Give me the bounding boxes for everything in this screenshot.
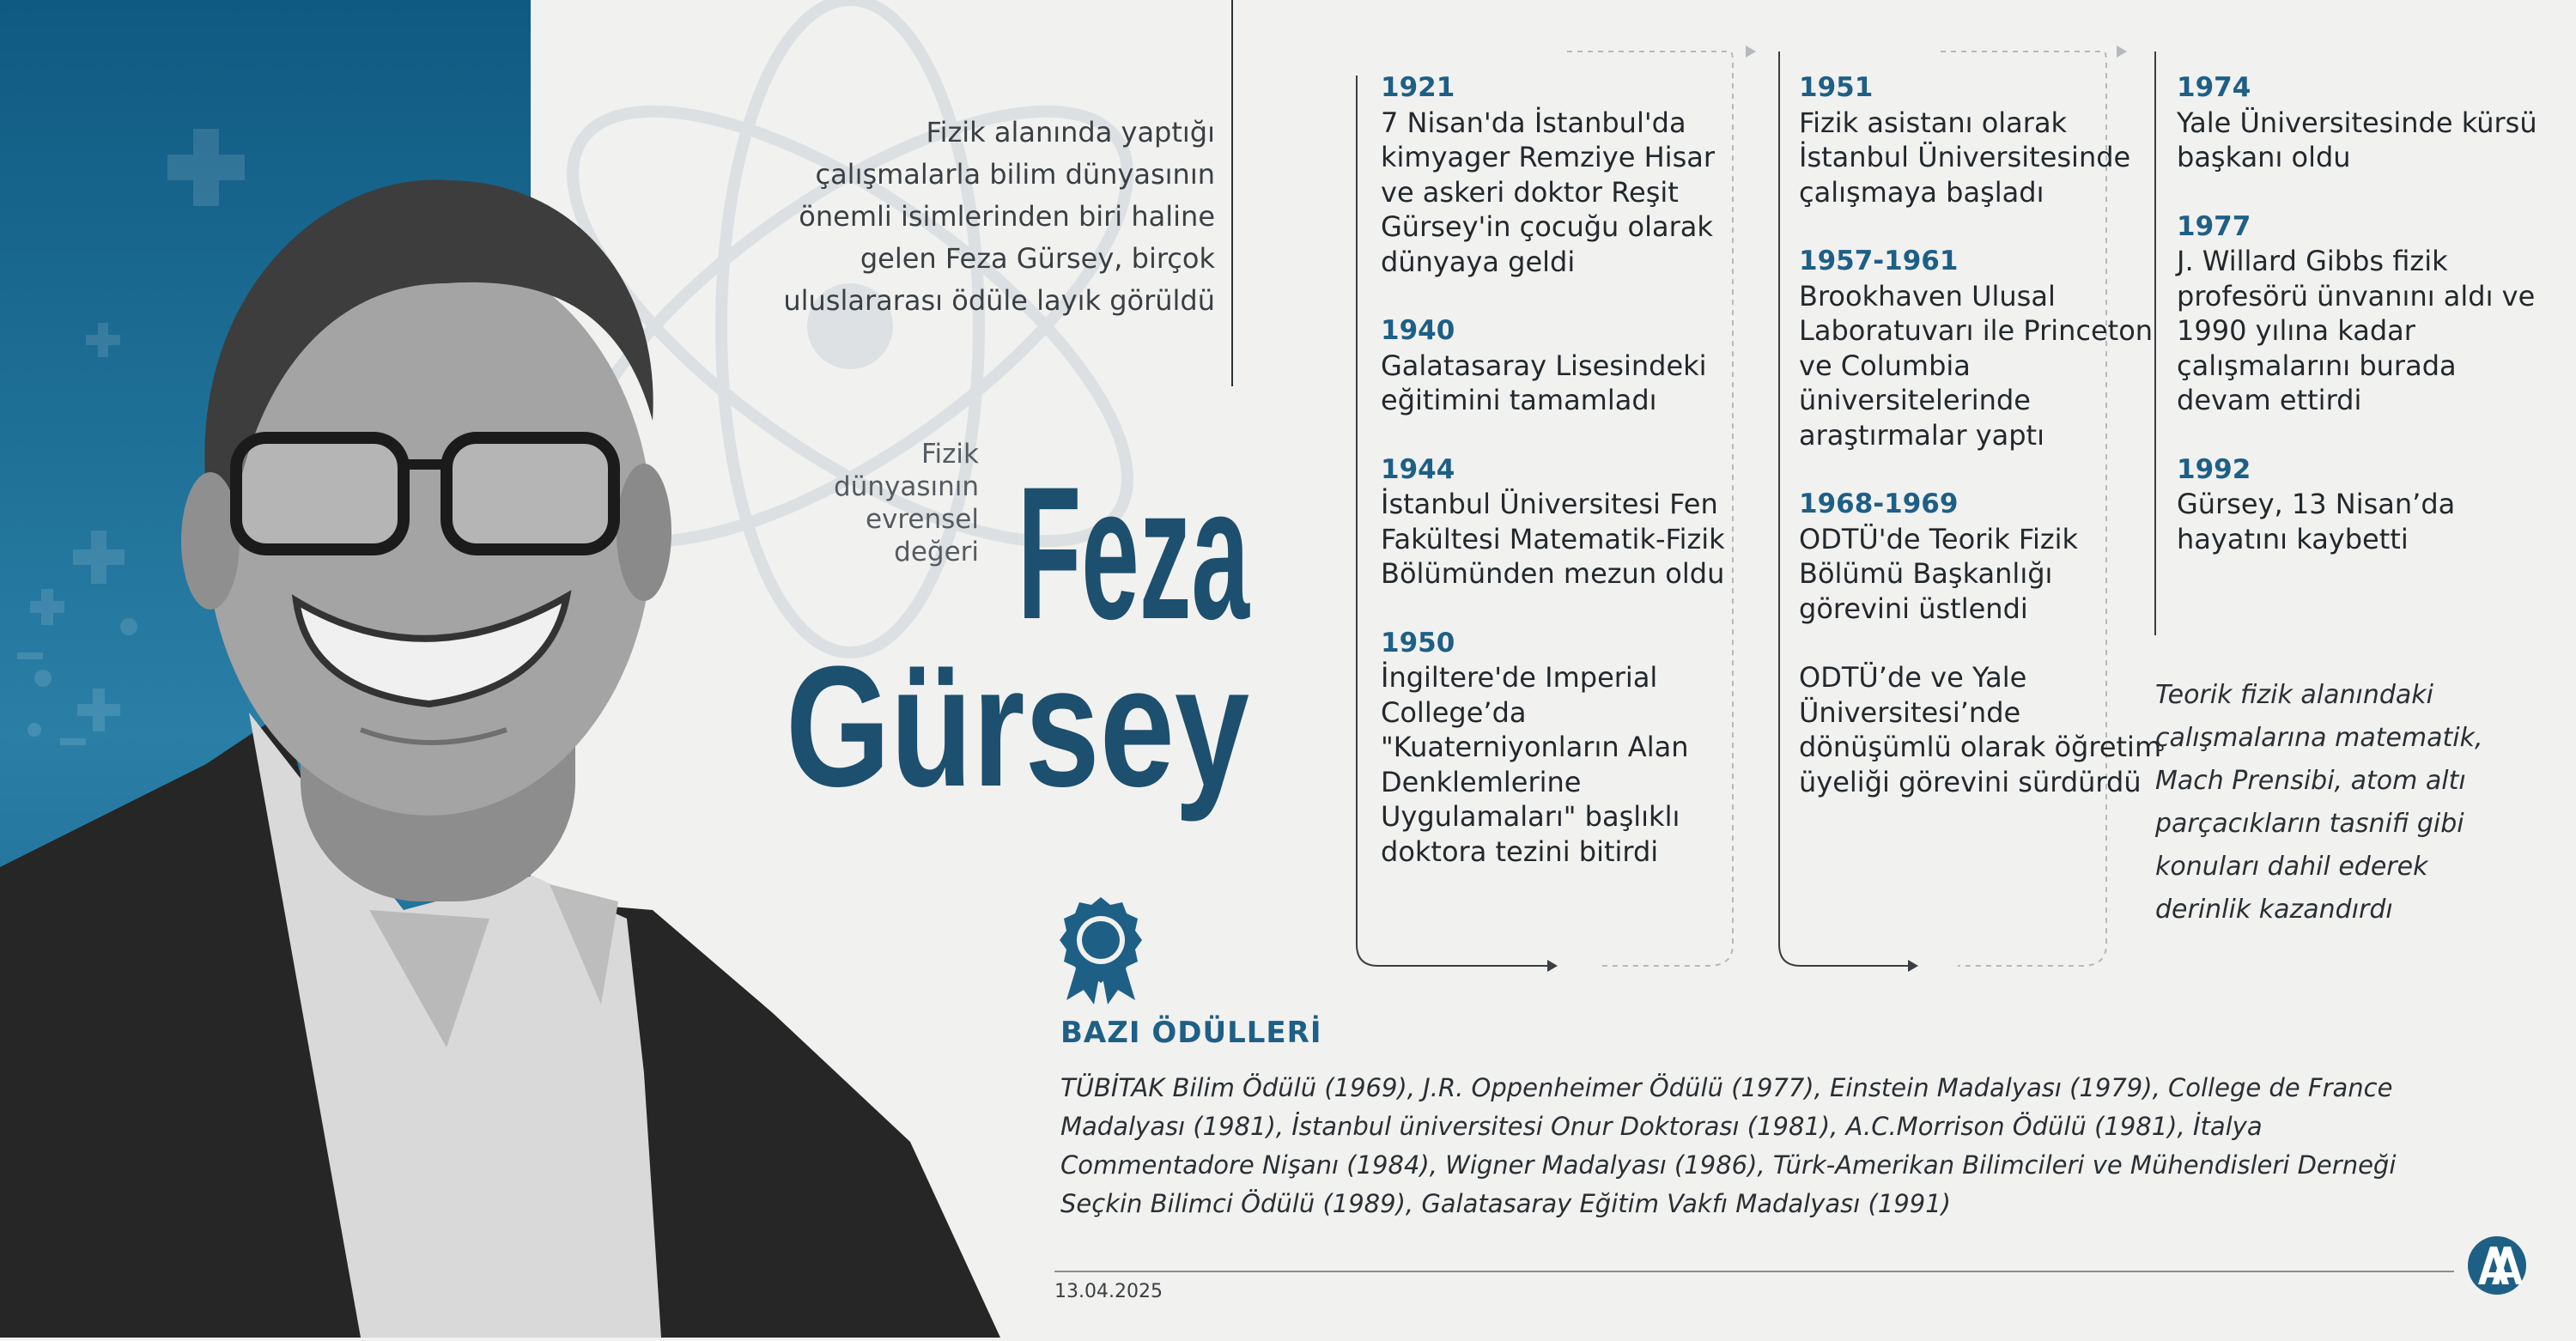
timeline-column-2 bbox=[1799, 70, 2168, 834]
timeline-entry bbox=[1381, 626, 1741, 870]
timeline-entry bbox=[1799, 487, 2168, 626]
timeline-year: 1951 bbox=[1799, 72, 1874, 103]
intro-divider-line bbox=[1231, 0, 1233, 386]
footer-date: 13.04.2025 bbox=[1054, 1281, 1163, 1302]
timeline-entry bbox=[2177, 452, 2537, 557]
timeline-year: 1974 bbox=[2177, 72, 2251, 103]
timeline-column-1 bbox=[1381, 70, 1741, 903]
timeline-entry bbox=[1799, 70, 2168, 209]
timeline-text: Galatasaray Lisesindeki eğitimini tamamladı bbox=[1381, 349, 1707, 416]
timeline-year: 1940 bbox=[1381, 315, 1455, 346]
timeline-entry bbox=[1381, 313, 1741, 418]
timeline-text: 7 Nisan'da İstanbul'da kimyager Remziye Hisar ve askeri doktor Reşit Gürsey'in çocuğu olarak dünyaya geldi bbox=[1381, 106, 1715, 278]
timeline-entry bbox=[2177, 70, 2537, 175]
timeline-year: 1977 bbox=[2177, 210, 2251, 242]
timeline-entry bbox=[1799, 244, 2168, 452]
timeline-year: 1968-1969 bbox=[1799, 488, 1959, 519]
timeline-column-3 bbox=[2177, 70, 2537, 591]
timeline-year: 1957-1961 bbox=[1799, 246, 1959, 276]
timeline-text: Brookhaven Ulusal Laboratuvarı ile Princeton ve Columbia üniversitelerinde araştırmalar yaptı bbox=[1799, 279, 2154, 452]
name-title bbox=[756, 442, 1254, 820]
name-first: Feza bbox=[1018, 447, 1251, 659]
timeline-entry bbox=[1381, 452, 1741, 592]
timeline-text: ODTÜ’de ve Yale Üniversitesi’nde dönüşümlü olarak öğretim üyeliği görevini sürdürdü bbox=[1799, 661, 2162, 798]
timeline-entry bbox=[1799, 660, 2168, 799]
timeline-entry bbox=[2177, 209, 2537, 418]
subtitle: Fizik dünyasının evrensel değeri bbox=[834, 439, 979, 567]
timeline-text: İstanbul Üniversitesi Fen Fakültesi Matematik-Fizik Bölümünden mezun oldu bbox=[1381, 488, 1725, 590]
timeline-text: Fizik asistanı olarak İstanbul Üniversitesinde çalışmaya başladı bbox=[1799, 106, 2131, 209]
aa-logo-icon bbox=[2466, 1235, 2528, 1296]
timeline-year: 1950 bbox=[1381, 627, 1455, 658]
timeline-text: J. Willard Gibbs fizik profesörü ünvanını aldı ve 1990 yılına kadar çalışmalarını burada devam ettirdi bbox=[2177, 245, 2536, 416]
awards-text: TÜBİTAK Bilim Ödülü (1969), J.R. Oppenheimer Ödülü (1977), Einstein Madalyası (1979), College de France Madalyası (1981), İstanbul üniversitesi Onur Doktorası (1981), A.C.Morrison Ödülü (1981), İtalya Commentadore Nişanı (1984), Wigner Madalyası (1986), Türk-Amerikan Bilimcileri ve Mühendisleri Derneği Seçkin Bilimci Ödülü (1989), Galatasaray Eğitim Vakfı Madalyası (1991) bbox=[1060, 1073, 2397, 1218]
timeline-year: 1921 bbox=[1381, 72, 1455, 103]
timeline-year: 1992 bbox=[2177, 453, 2251, 485]
intro-text: Fizik alanında yaptığı çalışmalarla bilim dünyasının önemli isimlerinden biri haline gelen Feza Gürsey, birçok uluslararası ödüle layık görüldü bbox=[783, 116, 1215, 317]
awards-title: BAZI ÖDÜLLERİ bbox=[1060, 1016, 1322, 1050]
quote-text: Teorik fizik alanındaki çalışmalarına matematik, Mach Prensibi, atom altı parçacıkların tasnifi gibi konuları dahil ederek derinlik kazandırdı bbox=[2155, 680, 2483, 925]
timeline-text: Gürsey, 13 Nisan’da hayatını kaybetti bbox=[2177, 488, 2456, 555]
timeline-entry bbox=[1381, 70, 1741, 279]
timeline-text: Yale Üniversitesinde kürsü başkanı oldu bbox=[2177, 106, 2537, 173]
timeline-text: ODTÜ'de Teorik Fizik Bölümü Başkanlığı görevini üstlendi bbox=[1799, 522, 2079, 625]
timeline-text: İngiltere'de Imperial College’da "Kuaterniyonların Alan Denklemlerine Uygulamaları" başlıklı doktora tezini bitirdi bbox=[1381, 661, 1689, 868]
name-last: Gürsey bbox=[786, 631, 1249, 822]
award-medal-icon bbox=[1058, 897, 1144, 1004]
timeline-year: 1944 bbox=[1381, 453, 1455, 485]
footer-divider bbox=[1054, 1271, 2454, 1272]
